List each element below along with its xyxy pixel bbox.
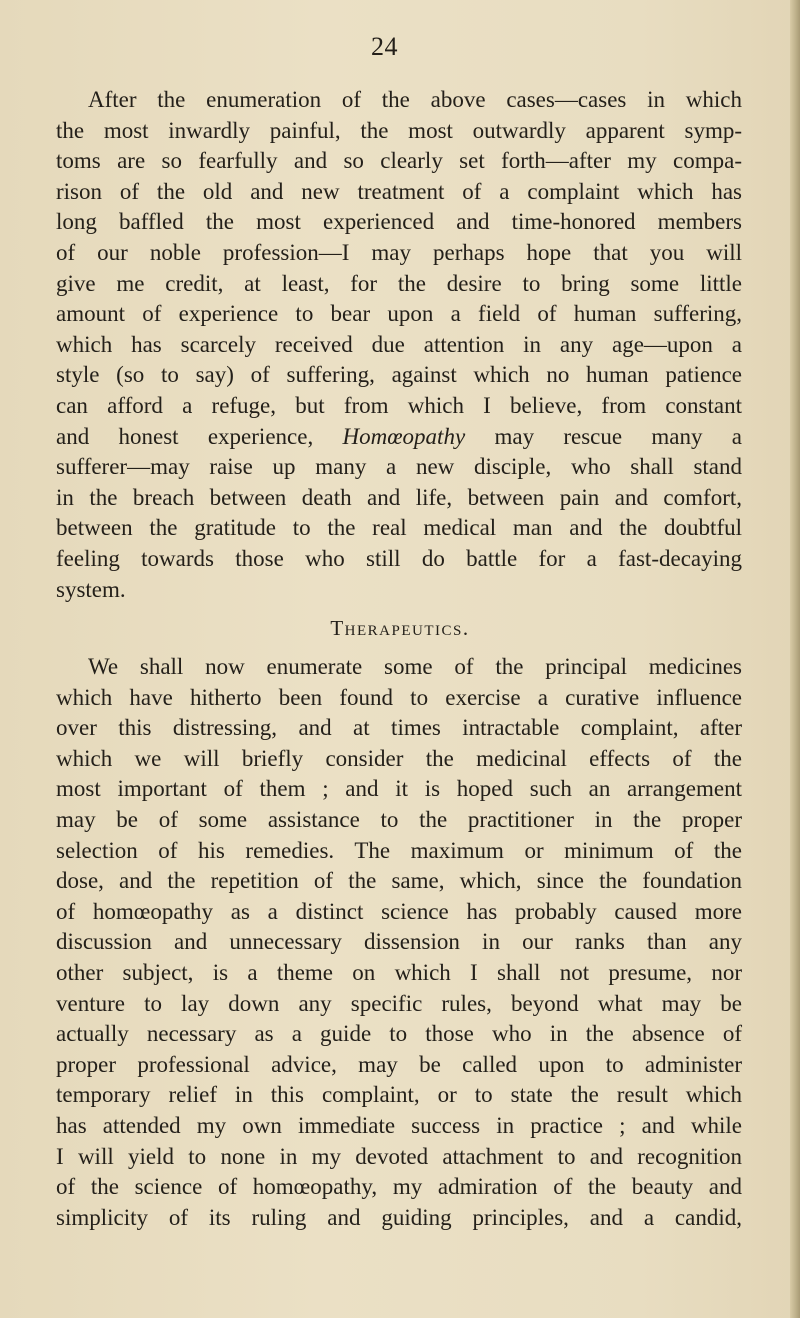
text-line: between the gratitude to the real medical man and the doubtful: [56, 515, 742, 541]
text-line-with-italic: [56, 422, 742, 453]
text-line: of homœopathy as a distinct science has probably caused more: [56, 898, 742, 924]
text-line: rison of the old and new treatment of a complaint which has: [56, 178, 742, 204]
text-line: system.: [56, 576, 126, 602]
text-line: dose, and the repetition of the same, which, since the foundation: [56, 868, 742, 894]
text-line: may be of some assistance to the practitioner in the proper: [56, 806, 742, 832]
paragraph-1: [56, 85, 742, 605]
text-line: amount of experience to bear upon a field of human suffering,: [56, 301, 742, 327]
text-line: selection of his remedies. The maximum or minimum of the: [56, 837, 742, 863]
text-line: other subject, is a theme on which I shall not presume, nor: [56, 959, 742, 985]
text-segment: and honest experience,: [56, 423, 314, 449]
text-line: of the science of homœopathy, my admiration of the beauty and: [56, 1174, 742, 1200]
text-line: give me credit, at least, for the desire to bring some little: [56, 270, 742, 296]
text-line: long baffled the most experienced and time-honored members: [56, 209, 742, 235]
text-line: sufferer—may raise up many a new disciple, who shall stand: [56, 454, 742, 480]
text-line: actually necessary as a guide to those who in the absence of: [56, 1021, 742, 1047]
italic-term: Homœopathy: [342, 423, 466, 449]
text-line: in the breach between death and life, between pain and comfort,: [56, 484, 742, 510]
page-edge: [790, 0, 800, 1318]
text-line: of our noble profession—I may perhaps hope that you will: [56, 239, 742, 265]
text-line: most important of them ; and it is hoped such an arrangement: [56, 776, 742, 802]
text-line: which has scarcely received due attention in any age—upon a: [56, 331, 742, 357]
section-heading: Therapeutics.: [330, 616, 470, 640]
text-line: the most inwardly painful, the most outwardly apparent symp-: [56, 117, 742, 143]
text-segment: may rescue many a: [494, 423, 742, 449]
text-line: style (so to say) of suffering, against which no human patience: [56, 362, 742, 388]
text-line: over this distressing, and at times intractable complaint, after: [56, 715, 742, 741]
paragraph-2: [56, 652, 742, 1233]
text-line: simplicity of its ruling and guiding principles, and a candid,: [56, 1204, 742, 1230]
text-line: which we will briefly consider the medicinal effects of the: [56, 745, 742, 771]
text-line: toms are so fearfully and so clearly set forth—after my compa-: [56, 148, 742, 174]
text-line: can afford a refuge, but from which I believe, from constant: [56, 392, 742, 418]
text-line: I will yield to none in my devoted attachment to and recognition: [56, 1143, 742, 1169]
text-line: We shall now enumerate some of the principal medicines: [88, 654, 742, 679]
text-line: has attended my own immediate success in practice ; and while: [56, 1112, 742, 1138]
page-number: 24: [371, 32, 398, 61]
text-line: After the enumeration of the above cases—cases in which: [88, 87, 742, 112]
text-line: feeling towards those who still do battle for a fast-decaying: [56, 545, 742, 571]
text-line: venture to lay down any specific rules, beyond what may be: [56, 990, 742, 1016]
text-line: temporary relief in this complaint, or to state the result which: [56, 1082, 742, 1108]
text-line: proper professional advice, may be called upon to administer: [56, 1051, 742, 1077]
text-line: discussion and unnecessary dissension in our ranks than any: [56, 929, 742, 955]
text-line: which have hitherto been found to exercise a curative influence: [56, 684, 742, 710]
